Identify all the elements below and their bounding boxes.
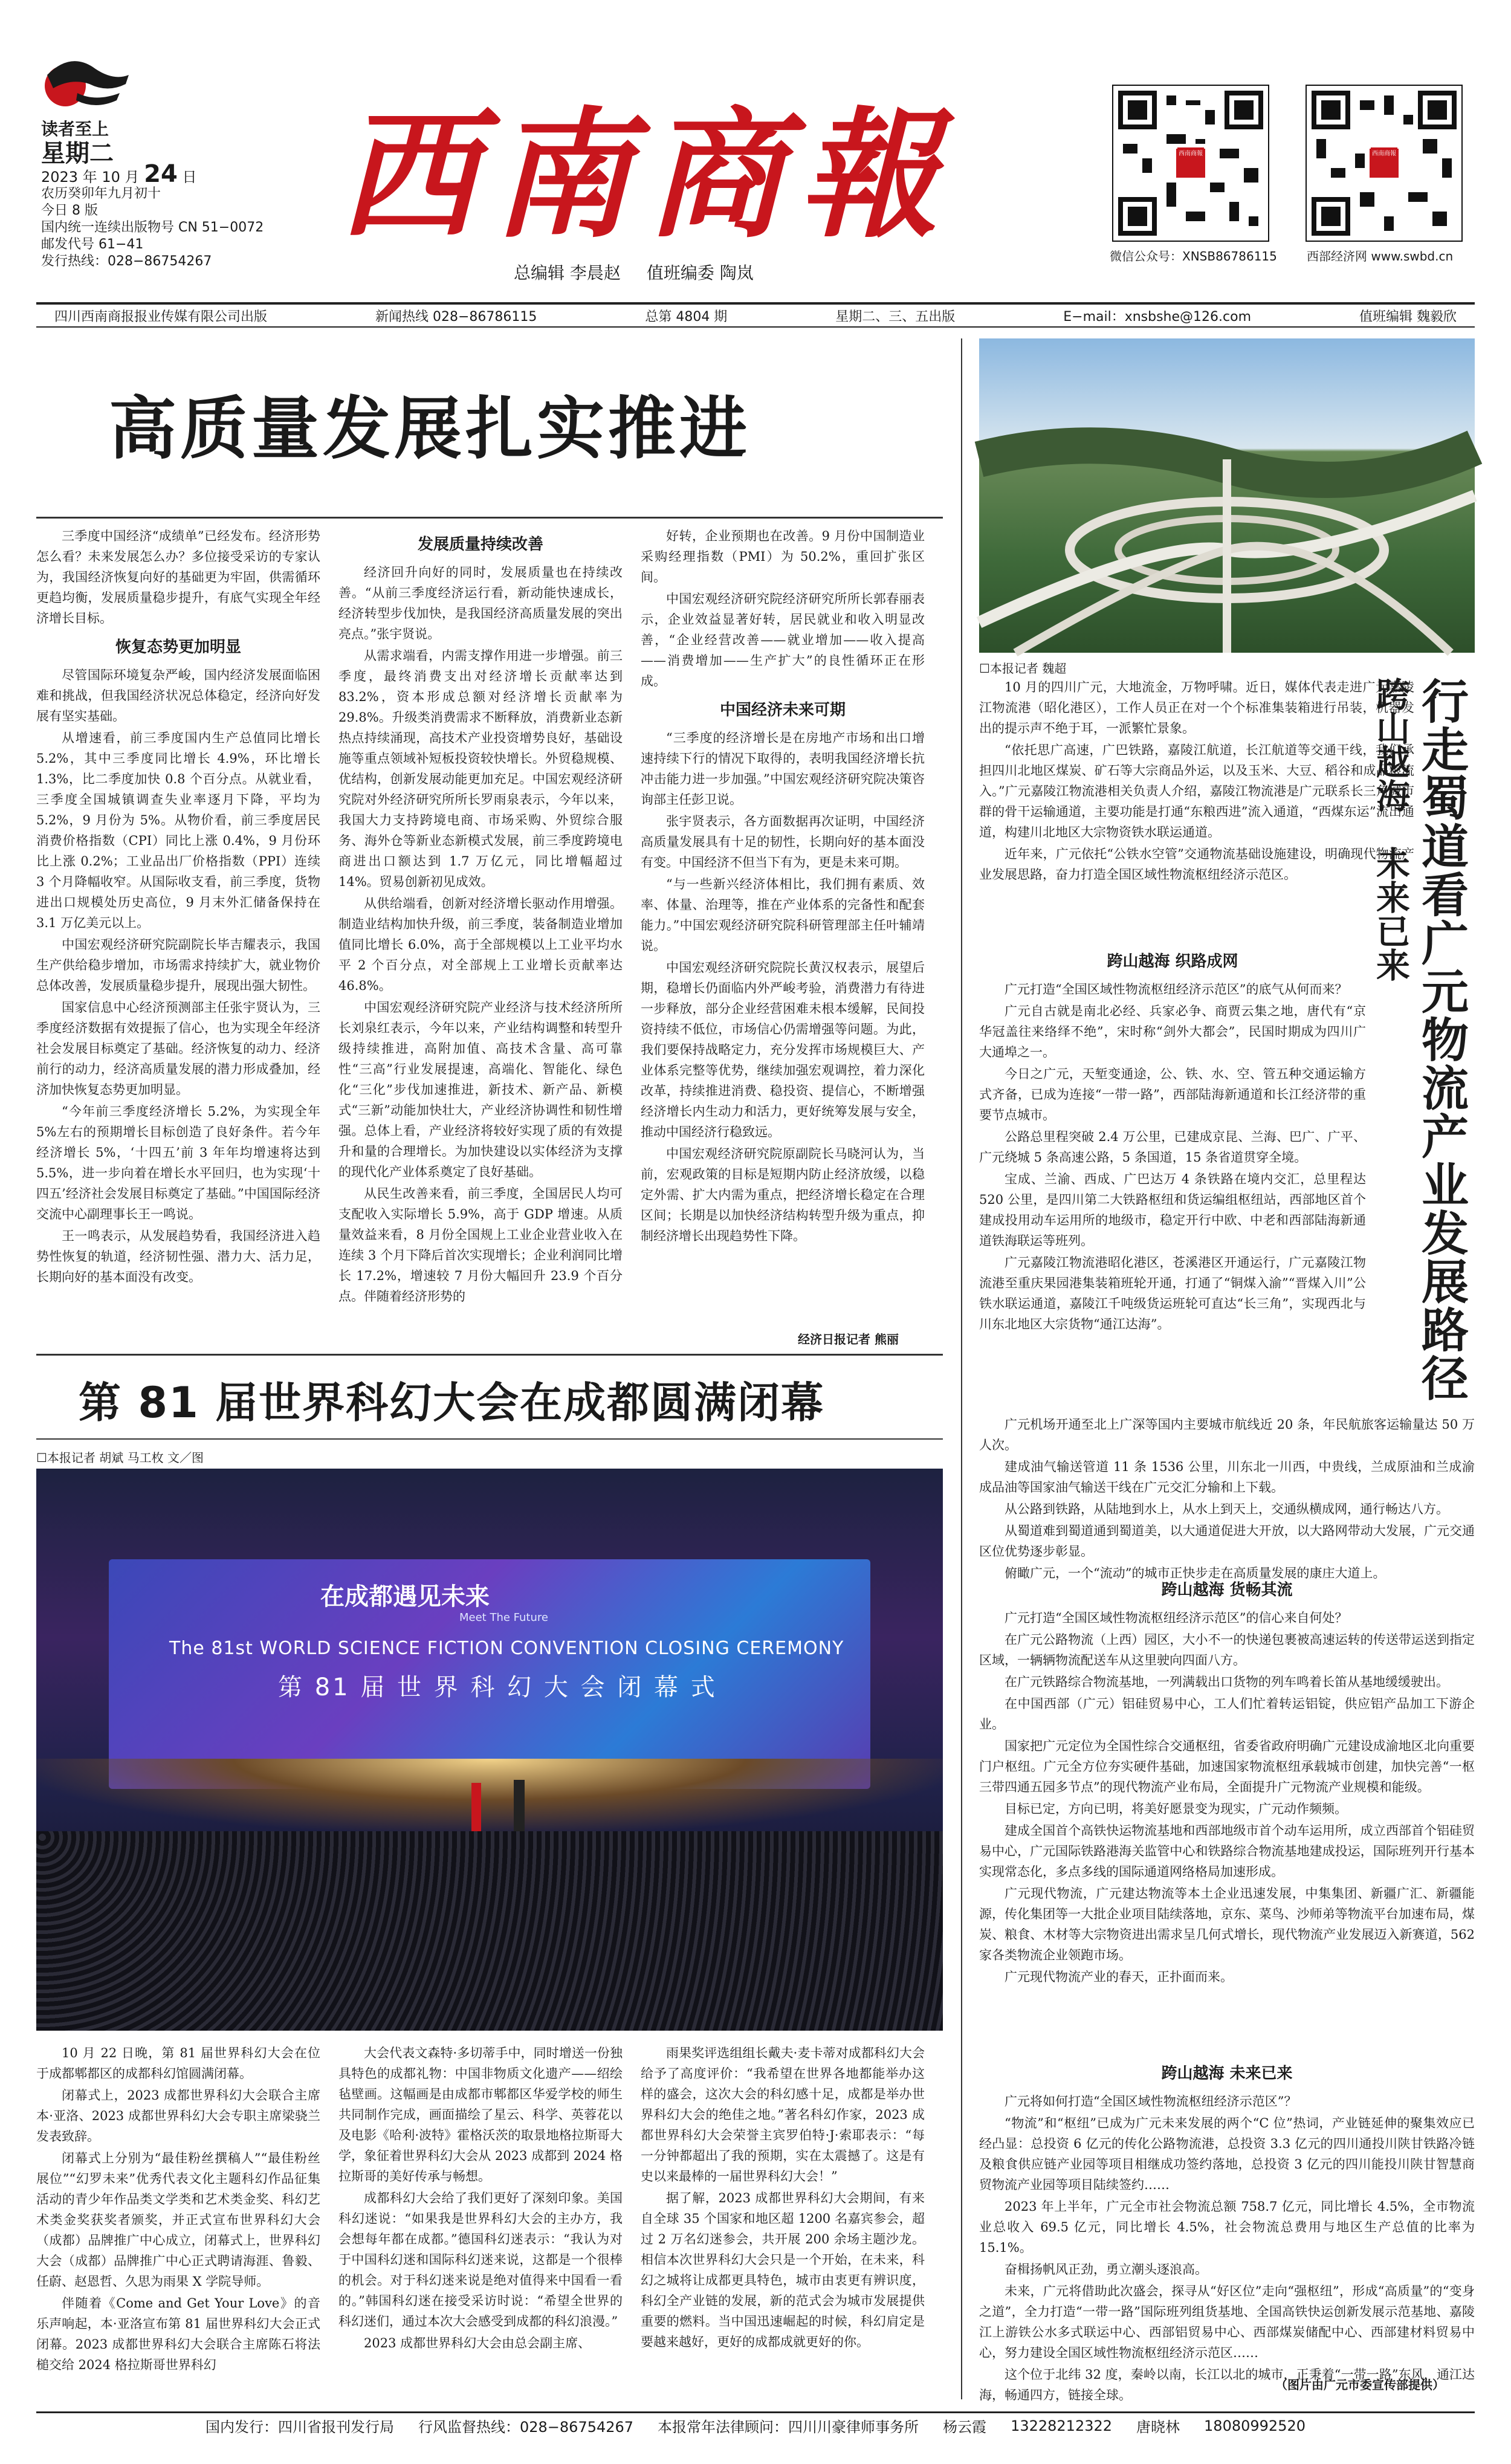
publish-days: 星期二、三、五出版 (835, 309, 956, 325)
paragraph: 经济回升向好的同时，发展质量也在持续改善。“从前三季度经济运行看，新动能快速成长，经济转型步伐加快，是我国经济高质量发展的突出亮点。”张宇贤说。 (338, 565, 623, 641)
article3-tag (1366, 677, 1414, 1015)
weekday: 星期二 (41, 140, 114, 167)
article1-col1 (36, 526, 320, 1348)
screen-title: 在成都遇见未来 (320, 1583, 490, 1611)
paragraph: 广元现代物流产业的春天，正扑面而来。 (1005, 1970, 1233, 1984)
paragraph: 10 月 22 日晚，第 81 届世界科幻大会在位于成都郫都区的成都科幻馆圆满闭幕。 (36, 2046, 320, 2081)
audience (36, 1831, 943, 2031)
article2-col3 (641, 2043, 925, 2393)
wechat-caption: 微信公众号：XNSB86786115 (1110, 249, 1277, 264)
website-caption: 西部经济网 www.swbd.cn (1307, 249, 1454, 264)
paragraph: 宝成、兰渝、西成、广巴达万 4 条铁路在境内交汇，总里程达 520 公里，是四川第二大铁路枢纽和货运编组枢纽站，西部地区首个建成投用动车运用所的地级市，稳定开行中欧、中老和西部陆海新通道铁海联运等班列。 (979, 1172, 1366, 1248)
paragraph: 广元自古就是南北必经、兵家必争、商贾云集之地，唐代有“京华冠盖往来络绎不绝”，宋时称“剑外大都会”，民国时期成为四川广大通埠之一。 (979, 1004, 1366, 1059)
paragraph: 中国宏观经济研究院经济研究所所长郭春丽表示，企业效益显著好转，居民就业和收入明显改善，“企业经营改善——就业增加——收入提高——消费增加——生产扩大”的良性循环正在形成。 (641, 592, 925, 688)
paragraph: 广元打造“全国区域性物流枢纽经济示范区”的底气从何而来？ (1005, 982, 1348, 997)
footer-distributor: 国内发行：四川省报刊发行局 (205, 2419, 394, 2436)
paragraph: 张宇贤表示，各方面数据再次证明，中国经济高质量发展具有十足的韧性，长期向好的基本面没有变。中国经济不但当下有为，更是未来可期。 (641, 814, 925, 870)
footer-phone-1: 13228212322 (1011, 2417, 1113, 2434)
slogan: 读者至上 (41, 119, 109, 139)
column-divider (961, 338, 962, 2399)
article3-part2 (979, 1571, 1475, 2055)
article3-part1 (979, 943, 1366, 1414)
distribution-phone: 发行热线：028−86754267 (41, 254, 212, 269)
logo-icon (41, 51, 132, 123)
presenter (471, 1783, 481, 1831)
highway-interchange-icon (979, 338, 1475, 653)
paragraph: 广元机场开通至北上广深等国内主要城市航线近 20 条，年民航旅客运输量达 50 万人次。 (979, 1417, 1475, 1452)
news-hotline: 新闻热线 028−86786115 (375, 309, 537, 325)
tag-part-b: 未来已来 (1371, 846, 1410, 981)
paragraph: 从增速看，前三季度国内生产总值同比增长 5.2%，其中三季度同比增长 4.9%，环比增长 1.3%，比二季度加快 0.8 个百分点。从就业看，三季度全国城镇调查失业率逐月下降，平均为 5.2%，9 月份为 5%。从物价看，前三季度居民消费价格指数（CPI）同比上涨 0.4%，9 月份环比上涨 0.2%；工业品出厂价格指数（PPI）连续 3 个月降幅收窄。从国际收支看，前三季度，货物进出口规模处历史高位，9 月末外汇储备保持在 3.1 万亿美元以上。 (36, 731, 320, 930)
paragraph: 三季度中国经济“成绩单”已经发布。经济形势怎么看？未来发展怎么办？多位接受采访的专家认为，我国经济恢复向好的基础更为牢固，供需循环更趋均衡，发展质量稳步提升，有底气实现全年经济增长目标。 (36, 529, 320, 626)
article1-headline: 高质量发展扎实推进 (109, 390, 751, 468)
article1-subhead-1: 恢复态势更加明显 (115, 638, 241, 656)
paragraph: “与一些新兴经济体相比，我们拥有素质、效率、体量、治理等，推在产业体系的完备性和配套能力。”中国宏观经济研究院科研管理部主任叶辅靖说。 (641, 877, 925, 953)
cn-number: 国内统一连续出版物号 CN 51−0072 (41, 220, 264, 235)
paragraph: 未来，广元将借助此次盛会，探寻从“好区位”走向“强枢纽”，形成“高质量”的“变身之道”，全力打造“一带一路”国际班列组货基地、全国高铁快运创新发展示范基地、嘉陵江上游铁公水多式联运中心、西部铝贸易中心、西部煤炭储配中心、西部建材料贸易中心，努力建设全国区域性物流枢纽经济示范区…… (979, 2284, 1475, 2360)
footer-bar (36, 2411, 1475, 2438)
article1-subhead-2: 发展质量持续改善 (417, 535, 543, 554)
paragraph: 今日之广元，天堑变通途，公、铁、水、空、管五种交通运输方式齐备，已成为连接“一带一路”，西部陆海新通道和长江经济带的重要节点城市。 (979, 1067, 1366, 1122)
paragraph: 目标已定，方向已明，将美好愿景变为现实，广元动作频频。 (1005, 1802, 1347, 1816)
paragraph: 从蜀道难到蜀道通到蜀道美，以大通道促进大开放，以大路网带动大发展，广元交通区位优势逐步彰显。 (979, 1524, 1475, 1559)
screen-subtitle: Meet The Future (459, 1611, 548, 1624)
stage-lights (36, 1759, 943, 1831)
article2-col1 (36, 2043, 320, 2393)
article3-headline: 行走蜀道看广元物流产业发展路径 (1414, 677, 1468, 1402)
divider (36, 1438, 943, 1440)
duty-editor: 值班编委 陶岚 (646, 263, 754, 283)
date-suffix: 日 (182, 169, 197, 186)
paragraph: 据了解，2023 成都世界科幻大会期间，有来自全球 35 个国家和地区超 1200 名嘉宾参会，超过 2 万名幻迷参会，共开展 200 余场主题沙龙。相信本次世界科幻大会只是一个开始，在未来，科幻之城将让成都更具特色，城市由衷更有辨识度，科幻全产业链的发展，新的范式会为城市发展提供重要的燃料。当中国迅速崛起的时候，科幻肩定是要越来越好，更好的成都成就更好的你。 (641, 2191, 925, 2349)
article2-headline: 第 81 届世界科幻大会在成都圆满闭幕 (79, 1378, 825, 1428)
publisher: 四川西南商报报业传媒有限公司出版 (54, 309, 268, 325)
closing-ceremony-photo (36, 1469, 943, 2031)
editor-in-chief: 总编辑 李晨赵 (514, 263, 621, 283)
paragraph: 在广元公路物流（上西）园区，大小不一的快递包裹被高速运转的传送带运送到指定区域，一辆辆物流配送车从这里驶向四面八方。 (979, 1632, 1475, 1667)
date (41, 160, 295, 188)
paragraph: 俯瞰广元，一个“流动”的城市正快步走在高质量发展的康庄大道上。 (1005, 1566, 1386, 1580)
issue-number: 总第 4804 期 (645, 309, 728, 325)
article2-col2 (338, 2043, 623, 2393)
paragraph: 从公路到铁路，从陆地到水上，从水上到天上，交通纵横成网，通行畅达八方。 (1005, 1502, 1449, 1516)
paragraph: 2023 成都世界科幻大会由总会副主席、 (364, 2336, 591, 2350)
paragraph: 成都科幻大会给了我们更好了深刻印象。美国科幻迷说：“如果我是世界科幻大会的主办方，我会想每年都在成都。”德国科幻迷表示：“我认为对于中国科幻迷和国际科幻迷来说，这都是一个很棒的机会。对于科幻迷来说是绝对值得来中国看一看的。”韩国科幻迷在接受采访时说：“希望全世界的科幻迷们，通过本次大会感受到成都的科幻浪漫。” (338, 2191, 623, 2329)
masthead (0, 0, 1511, 302)
article1-col2 (338, 526, 623, 1348)
divider (36, 1354, 943, 1356)
qr-seal: 西南商報 (1371, 147, 1397, 174)
article3-subhead-1: 跨山越海 织路成网 (1107, 952, 1238, 971)
paragraph: 2023 年上半年，广元全市社会物流总额 758.7 亿元，同比增长 4.5%，全市物流业总收入 69.5 亿元，同比增长 4.5%，社会物流总费用与地区生产总值的比率为 15.1%。 (979, 2199, 1475, 2255)
paragraph: “物流”和“枢纽”已成为广元未来发展的两个“C 位”热词，产业链延伸的聚集效应已经凸显：总投资 6 亿元的传化公路物流港，总投资 3.3 亿元的四川通投川陕甘铁路冷链及粮食供应链产业园等项目相继成功签约落地，总投资 3 亿元的四川能投川陕甘智慧商贸物流产业园等项目陆续签约…… (979, 2116, 1475, 2192)
paragraph: 建成全国首个高铁快运物流基地和西部地级市首个动车运用所，成立西部首个铝硅贸易中心，广元国际铁路港海关监管中心和铁路综合物流基地建成投运，国际班列开行基本实现常态化，多点多线的国际通道网络格局加速形成。 (979, 1823, 1475, 1879)
masthead-info (41, 121, 295, 270)
article3-byline: ☐本报记者 魏超 (979, 661, 1067, 676)
article3-subhead-3: 跨山越海 未来已来 (1161, 2065, 1293, 2083)
paragraph: 10 月的四川广元，大地流金，万物呼啸。近日，媒体代表走进广元嘉陵江物流港（昭化港区），工作人员正在对一个个标准集装箱进行吊装，机器发出的提示声不绝于耳，一派繁忙景象。 (979, 680, 1414, 736)
paragraph: 闭幕式上，2023 成都世界科幻大会联合主席本·亚洛、2023 成都世界科幻大会专职主席梁骁兰发表致辞。 (36, 2088, 320, 2144)
paragraph: 奋楫扬帆风正劲，勇立潮头逐浪高。 (1005, 2262, 1208, 2277)
divider (36, 517, 943, 519)
footer-lawyer: 本报常年法律顾问：四川川豪律师事务所 (658, 2419, 919, 2436)
paragraph: 在中国西部（广元）铝硅贸易中心，工人们忙着转运铝锭，供应铝产品加工下游企业。 (979, 1696, 1475, 1732)
article3-intro (979, 677, 1414, 943)
paragraph: 公路总里程突破 2.4 万公里，已建成京昆、兰海、巴广、广平、广元绕城 5 条高速公路，5 条国道，15 条省道贯穿全境。 (979, 1130, 1366, 1165)
date-prefix: 2023 年 10 月 (41, 169, 140, 186)
date-day: 24 (144, 160, 178, 188)
paragraph: 从需求端看，内需支撑作用进一步增强。前三季度，最终消费支出对经济增长贡献率达到 83.2%，资本形成总额对经济增长贡献率为 29.8%。升级类消费需求不断释放，消费新业态新热点持续涌现，高技术产业投资增势良好，基础设施等重点领域补短板投资较快增长。外贸稳规模、优结构，创新发展动能更加充足。中国宏观经济研究院对外经济研究所所长罗雨泉表示，今年以来，我国大力支持跨境电商、市场采购、外贸综合服务、海外仓等新业态新模式发展，前三季度跨境电商进出口额达到 1.7 万亿元，同比增幅超过 14%。贸易创新初见成效。 (338, 648, 623, 889)
page-count: 今日 8 版 (41, 203, 98, 218)
paragraph: 广元现代物流，广元建达物流等本土企业迅速发展，中集集团、新疆广汇、新疆能源，传化集团等一大批企业项目陆续落地，京东、菜鸟、沙师弟等物流平台加速布局，煤炭、粮食、木材等大宗物资进出需求呈几何式增长，现代物流产业发展迈入新赛道，562 家各类物流企业领跑市场。 (979, 1886, 1475, 1962)
paragraph: 近年来，广元依托“公铁水空管”交通物流基础设施建设，明确现代物流产业发展思路，奋力打造全国区域性物流枢纽经济示范区。 (979, 847, 1414, 882)
paragraph: 雨果奖评选组组长戴夫·麦卡蒂对成都科幻大会给予了高度评价：“我希望在世界各地都能举办这样的盛会，这次大会的科幻感十足，成都是举办世界科幻大会的绝佳之地。”著名科幻作家，2023 成都世界科幻大会荣誉主宾罗伯特·J·索耶表示：“每一分钟都超出了我的预期，实在太震撼了。这是有史以来最棒的一届世界科幻大会！” (641, 2046, 925, 2184)
article1-subhead-3: 中国经济未来可期 (719, 701, 846, 719)
paragraph: 尽管国际环境复杂严峻，国内经济发展面临困难和挑战，但我国经济状况总体稳定，经济向好发展有坚实基础。 (36, 668, 320, 723)
article2-byline: ☐本报记者 胡斌 马工枚 文／图 (36, 1450, 204, 1465)
paragraph: 中国宏观经济研究院原副院长马晓河认为，当前，宏观政策的目标是短期内防止经济放缓，以稳定外需、扩大内需为重点，把经济增长稳定在合理区间；长期是以加快经济结构转型升级为重点，抑制经济增长出现趋势性下降。 (641, 1146, 925, 1243)
article1-byline: 经济日报记者 熊丽 (798, 1332, 899, 1347)
paragraph: 中国宏观经济研究院副院长毕吉耀表示，我国生产供给稳步增加，市场需求持续扩大，就业物价总体改善，发展质量稳步提升，展现出强大韧性。 (36, 937, 320, 993)
newspaper-title: 西南商報 (338, 94, 953, 257)
footer-phone-2: 18080992520 (1204, 2417, 1306, 2434)
paragraph: “今年前三季度经济增长 5.2%，为实现全年 5%左右的预期增长目标创造了良好条件。若今年经济增长 5%，‘十四五’前 3 年年均增速将达到 5.5%，进一步向着在增长水平回归，也为实现‘十四五’经济社会发展目标奠定了基础。”中国国际经济交流中心副理事长王一鸣说。 (36, 1104, 320, 1221)
paragraph: 从民生改善来看，前三季度，全国居民人均可支配收入实际增长 5.9%，高于 GDP 增速。从质量效益来看，8 月份全国规上工业企业营业收入在连续 3 个月下降后首次实现增长；企业利润同比增长 17.2%，增速较 7 月份大幅回升 23.9 个百分点。伴随着经济形势的 (338, 1186, 623, 1304)
tag-part-a: 跨山越海 (1371, 677, 1410, 812)
screen-line-2: 第 81 届 世 界 科 幻 大 会 闭 幕 式 (278, 1673, 717, 1701)
paragraph: 闭幕式上分别为“最佳粉丝撰稿人”“最佳粉丝展位”“幻罗未来”优秀代表文化主题科幻作品征集活动的青少年作品类文学类和艺术类金奖、科幻艺术类金奖获奖者颁奖，并正式宣布世界科幻大会（成都）品牌推广中心成立，闭幕式上，世界科幻大会（成都）品牌推广中心正式聘请海涯、鲁毅、任蔚、赵恩哲、久思为雨果 X 学院导师。 (36, 2151, 320, 2289)
info-bar (36, 302, 1475, 328)
paragraph: 好转，企业预期也在改善。9 月份中国制造业采购经理指数（PMI）为 50.2%，重回扩张区间。 (641, 529, 925, 584)
paragraph: 从供给端看，创新对经济增长驱动作用增强。制造业结构加快升级，前三季度，装备制造业增加值同比增长 6.0%，高于全部规模以上工业平均水平 2 个百分点，对全部规上工业增长贡献率达 46.8%。 (338, 896, 623, 993)
footer-lawyer-1: 杨云霞 (943, 2419, 987, 2436)
paragraph: 在广元铁路综合物流基地，一列满载出口货物的列车鸣着长笛从基地缓缓驶出。 (1005, 1675, 1449, 1689)
paragraph: “三季度的经济增长是在房地产市场和出口增速持续下行的情况下取得的，表明我国经济增长抗冲击能力进一步加强。”中国宏观经济研究院决策咨询部主任彭卫说。 (641, 731, 925, 807)
paragraph: 大会代表文森特·多切蒂手中，同时增送一份独具特色的成都礼物：中国非物质文化遗产——绍绘毡壁画。这幅画是由成都市郫都区华爱学校的师生共同制作完成，画面描绘了星云、科学、英蓉花以及电影《哈利·波特》霍格沃茨的取景地格拉斯哥大学，象征着世界科幻大会从 2023 成都到 2024 格拉斯哥的美好传承与畅想。 (338, 2046, 623, 2184)
paragraph: 中国宏观经济研究院院长黄汉权表示，展望后期，稳增长仍面临内外严峻考验，消费潜力有待进一步释放，部分企业经营困难未根本缓解，民间投资持续不低位，市场信心仍需增强等问题。为此，我们要保持战略定力，充分发挥市场规模巨大、产业体系完整等优势，继续加强宏观调控，着力深化改革，持续推进消费、稳投资、提信心，不断增强经济增长内生动力和活力，更好统筹发展与安全，推动中国经济行稳致远。 (641, 960, 925, 1139)
photo-credit: （图片由广元市委宣传部提供） (1275, 2378, 1445, 2392)
paragraph: “依托思广高速，广巴铁路，嘉陵江航道，长江航道等交通干线，我们承担四川北地区煤炭、矿石等大宗商品外运，以及玉米、大豆、稻谷和成品粮流入。”广元嘉陵江物流港相关负责人介绍，嘉陵江物流港是广元联系长三角城市群的骨干运输通道，主要功能是打通“东粮西进”流入通道，“西煤东运”流出通道，构建川北地区大宗物资铁水联运通道。 (979, 743, 1414, 839)
paragraph: 伴随着《Come and Get Your Love》的音乐声响起，本·亚洛宣布第 81 届世界科幻大会正式闭幕。2023 成都世界科幻大会联合主席陈石将法槌交给 2024 格拉斯哥世界科幻 (36, 2296, 320, 2372)
footer-lawyer-2: 唐晓林 (1136, 2419, 1180, 2436)
paragraph: 广元嘉陵江物流港昭化港区，苍溪港区开通运行，广元嘉陵江物流港至重庆果园港集装箱班轮开通，打通了“铜煤入渝”“晋煤入川”公铁水联运通道，嘉陵江千吨级货运班轮可直达“长三角”，实现西北与川东北地区大宗货物“通江达海”。 (979, 1255, 1366, 1331)
postal-code: 邮发代号 61−41 (41, 237, 144, 252)
article3-subhead-2: 跨山越海 货畅其流 (1161, 1581, 1293, 1599)
paragraph: 国家信息中心经济预测部主任张宇贤认为，三季度经济数据有效提振了信心，也为实现全年经济社会发展目标奠定了基础。经济恢复的动力、经济前行的动力，经济高质量发展的潜力形成叠加，经济加快恢复态势更加明显。 (36, 1000, 320, 1097)
paragraph: 建成油气输送管道 11 条 1536 公里，川东北一川西，中贵线，兰成原油和兰成渝成品油等国家油气输送干线在广元交汇分输和上下载。 (979, 1460, 1475, 1495)
paragraph: 国家把广元定位为全国性综合交通枢纽，省委省政府明确广元建设成渝地区北向重要门户枢纽。广元全方位夯实硬件基础，加速国家物流枢纽承载城市创建，加快完善“一枢三带四通五园多节点”的现代物流产业布局，全面提升广元物流产业规模和能级。 (979, 1739, 1475, 1794)
qr-seal: 西南商報 (1177, 147, 1204, 174)
paragraph: 这个位于北纬 32 度，秦岭以南，长江以北的城市，正秉着“一带一路”东风，通江达海，畅通四方，链接全球。 (979, 2367, 1475, 2402)
paragraph: 广元将如何打造“全国区域性物流枢纽经济示范区”？ (1005, 2094, 1297, 2109)
duty-editor-bar: 值班编辑 魏毅欣 (1359, 309, 1457, 325)
presenter (514, 1780, 525, 1832)
lunar-date: 农历癸卯年九月初十 (41, 186, 161, 201)
email-link[interactable]: E−mail：xnsbshe@126.com (1063, 309, 1252, 325)
paragraph: 王一鸣表示，从发展趋势看，我国经济进入趋势性恢复的轨道，经济韧性强、潜力大、活力足，长期向好的基本面没有改变。 (36, 1229, 320, 1284)
editors (514, 260, 774, 284)
footer-supervision: 行风监督热线：028−86754267 (418, 2419, 634, 2436)
paragraph: 广元打造“全国区域性物流枢纽经济示范区”的信心来自何处？ (1005, 1611, 1348, 1625)
screen-line-1: The 81st WORLD SCIENCE FICTION CONVENTION CLOSING CEREMONY (169, 1638, 844, 1659)
interchange-photo (979, 338, 1475, 653)
article1-col3 (641, 526, 925, 1324)
paragraph: 中国宏观经济研究院产业经济与技术经济所所长刘泉红表示，今年以来，产业结构调整和转型升级持续推进，高附加值、高技术含量、高可靠性“三高”行业发展提速，高端化、智能化、绿色化“三化”步伐加速推进，新技术、新产品、新模式“三新”动能加快壮大，产业经济协调性和韧性增强。总体上看，产业经济将较好实现了质的有效提升和量的合理增长。为加快建设以实体经济为支撑的现代化产业体系奠定了良好基础。 (338, 1000, 623, 1179)
